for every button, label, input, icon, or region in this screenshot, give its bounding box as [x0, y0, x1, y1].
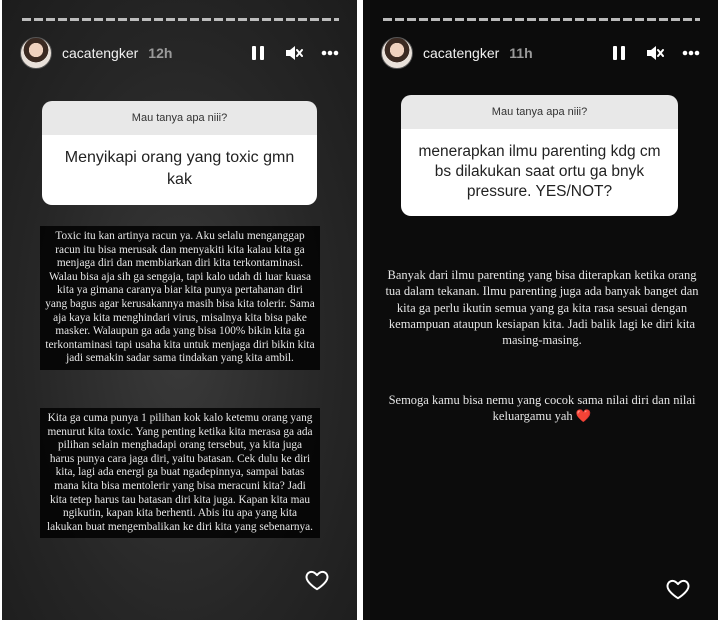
speaker-muted-icon[interactable] [644, 42, 666, 64]
question-sticker [401, 95, 678, 216]
story-progress-bar [383, 18, 700, 21]
more-horizontal-icon[interactable] [680, 42, 702, 64]
post-time: 12h [148, 45, 173, 61]
story-left [2, 0, 357, 620]
answer-paragraph-2: Kita ga cuma punya 1 pilihan kok kalo ketemu orang yang menurut kita toxic. Yang penting ketika kita merasa ga ada pilihan selain menghadapi orang tersebut, ya kita juga harus punya cara jaga diri, yaitu batasan. Cek dulu ke diri kita, lagi ada energi ga buat ngadepinnya, sampai batas mana kita bisa mentolerir yang bisa meracuni kita? Jadi kita tetep harus tau batasan diri kita juga. Kapan kita mau ngikutin, kapan kita berhenti. Abis itu apa yang kita lakukan buat mengembalikan ke diri kita yang sebenarnya. [40, 408, 320, 538]
heart-icon[interactable] [304, 567, 330, 593]
answer-paragraph-1: Toxic itu kan artinya racun ya. Aku selalu menganggap racun itu bisa merusak dan menyakiti kita kalau kita ga menjaga diri dan membiarkan diri kita terkontaminasi. Walau bisa aja sih ga sengaja, tapi kalo udah di luar kuasa kita ya gimana caranya biar kita punya pertahanan diri yang bagus agar kerusakannya masih bisa kita tolerir. Sama aja kaya kita menghindari virus, misalnya kita bisa pake masker. Walaupun ga ada yang bisa 100% bikin kita ga terkontaminasi tapi usaha kita untuk menjaga diri bikin kita jadi semakin sadar sama tindakan yang kita ambil. [40, 226, 320, 370]
username[interactable]: cacatengker [423, 45, 500, 61]
question-sticker [42, 101, 317, 205]
avatar[interactable] [381, 37, 413, 69]
story-progress-bar [22, 18, 339, 21]
question-prompt: Mau tanya apa niii? [42, 101, 317, 135]
pause-icon[interactable] [608, 42, 630, 64]
story-header [20, 36, 341, 70]
story-header [381, 36, 702, 70]
pause-icon[interactable] [247, 42, 269, 64]
heart-icon[interactable] [665, 576, 691, 602]
story-right [363, 0, 718, 620]
avatar[interactable] [20, 37, 52, 69]
answer-paragraph-2: Semoga kamu bisa nemu yang cocok sama nilai diri dan nilai keluargamu yah ❤️ [388, 393, 696, 424]
answer-paragraph-1: Banyak dari ilmu parenting yang bisa diterapkan ketika orang tua dalam tekanan. Ilmu parenting juga ada banyak banget dan kita ga perlu ikutin semua yang ga kita rasa sesuai dengan kemampuan ataupun kesiapan kita. Jadi balik lagi ke diri kita masing-masing. [385, 268, 699, 348]
question-text: menerapkan ilmu parenting kdg cm bs dilakukan saat ortu ga bnyk pressure. YES/NOT? [401, 129, 678, 216]
question-text: Menyikapi orang yang toxic gmn kak [42, 135, 317, 205]
more-horizontal-icon[interactable] [319, 42, 341, 64]
username[interactable]: cacatengker [62, 45, 139, 61]
post-time: 11h [509, 45, 533, 61]
speaker-muted-icon[interactable] [283, 42, 305, 64]
question-prompt: Mau tanya apa niii? [401, 95, 678, 129]
